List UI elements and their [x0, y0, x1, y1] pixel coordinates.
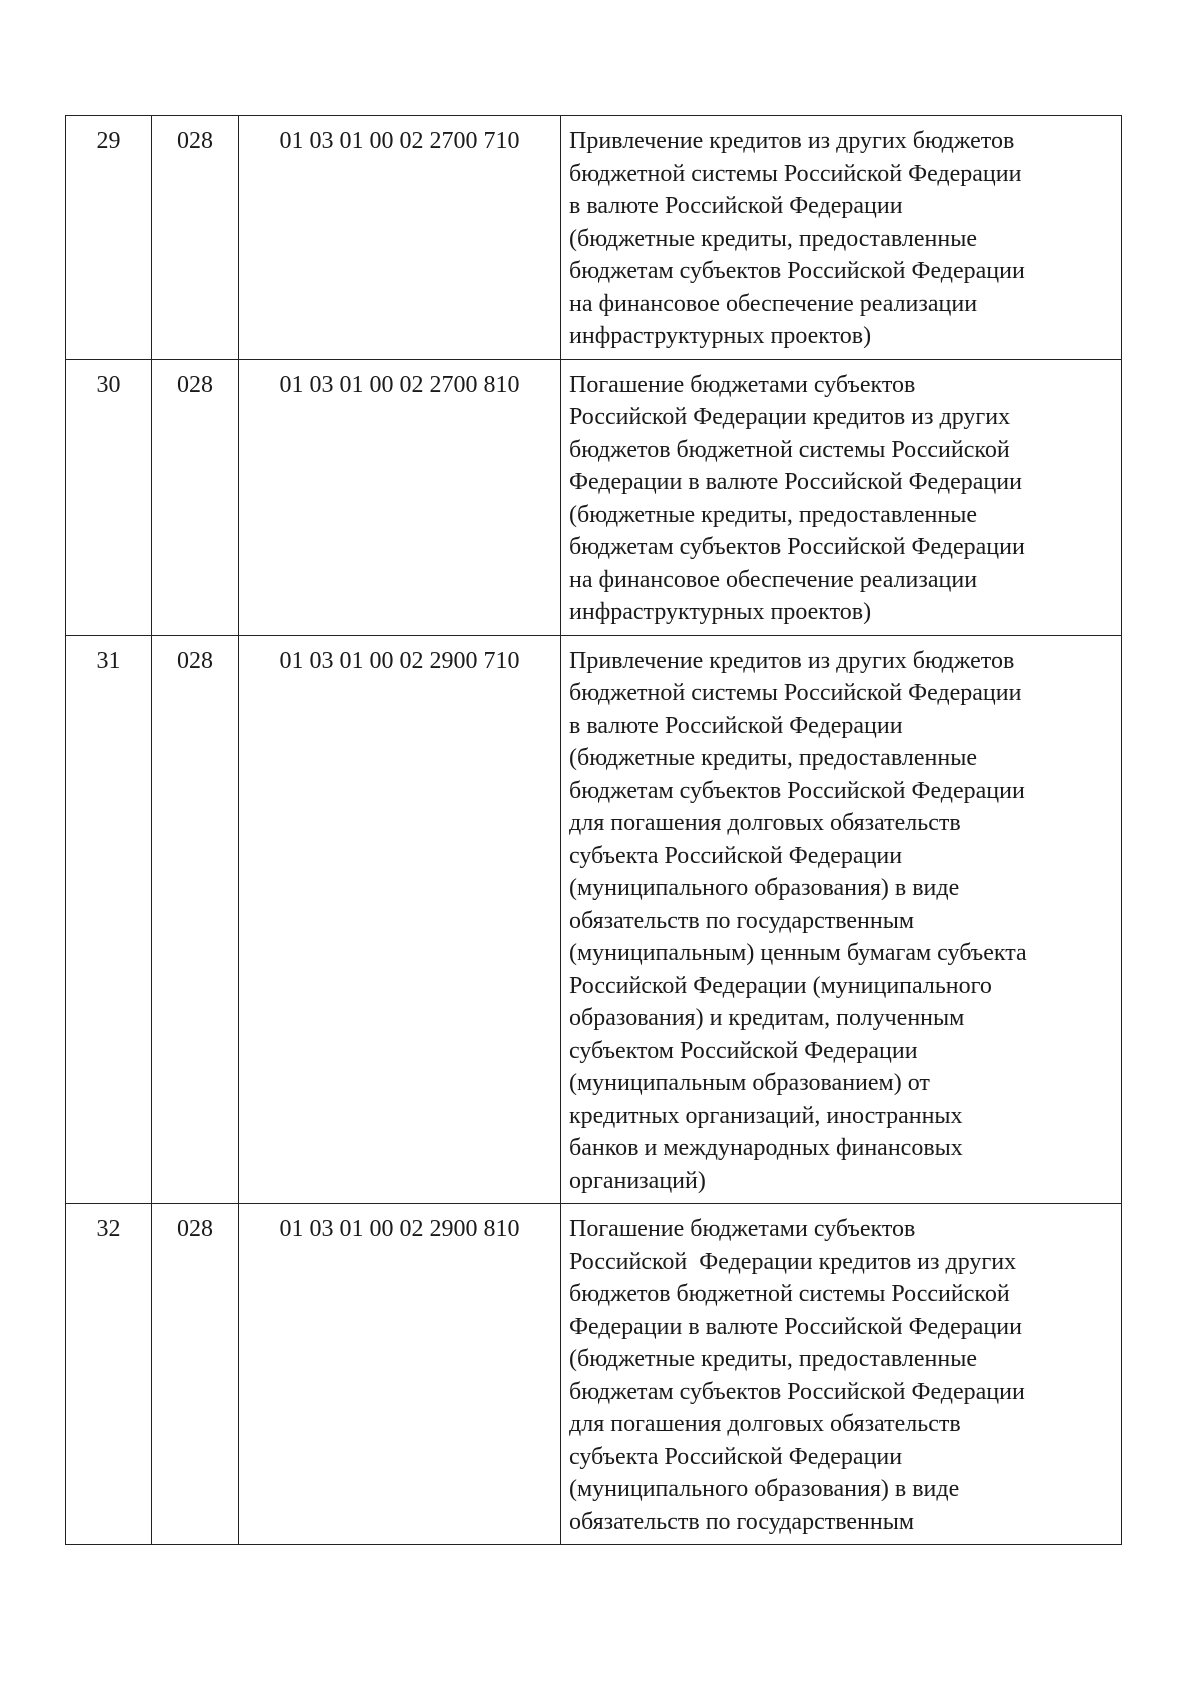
admin-code: 028	[152, 359, 239, 635]
description-line: образования) и кредитам, полученным	[569, 1005, 965, 1031]
description-line: (бюджетные кредиты, предоставленные	[569, 501, 977, 528]
description-line: инфраструктурных проектов)	[569, 323, 872, 349]
classification-code: 01 03 01 00 02 2700 710	[239, 116, 561, 360]
description-line: бюджетной системы Российской Федерации	[569, 680, 1022, 706]
description	[561, 359, 1122, 635]
description-line: организаций)	[569, 1167, 706, 1194]
admin-code: 028	[152, 635, 239, 1204]
description-line: (бюджетные кредиты, предоставленные	[569, 225, 977, 252]
description-line: (муниципальным) ценным бумагам субъекта	[569, 940, 1027, 966]
description-line: Российской Федерации кредитов из других	[569, 1248, 1017, 1275]
description-line: инфраструктурных проектов)	[569, 599, 872, 625]
description-line: Привлечение кредитов из других бюджетов	[569, 647, 1015, 674]
classification-code: 01 03 01 00 02 2900 710	[239, 635, 561, 1204]
description-line: Федерации в валюте Российской Федерации	[569, 1313, 1022, 1340]
description-line: субъектом Российской Федерации	[569, 1037, 918, 1064]
description-line: Российской Федерации (муниципального	[569, 972, 992, 999]
table-row	[66, 116, 1122, 360]
classification-code: 01 03 01 00 02 2700 810	[239, 359, 561, 635]
row-number: 29	[66, 116, 152, 360]
table-row	[66, 1204, 1122, 1545]
description	[561, 1204, 1122, 1545]
description-line: (муниципальным образованием) от	[569, 1070, 930, 1096]
description-line: (муниципального образования) в виде	[569, 875, 960, 901]
description-line: в валюте Российской Федерации	[569, 712, 903, 739]
description-line: Федерации в валюте Российской Федерации	[569, 469, 1022, 495]
description-line: субъекта Российской Федерации	[569, 842, 903, 869]
description-line: для погашения долговых обязательств	[569, 1411, 961, 1437]
description-line: кредитных организаций, иностранных	[569, 1102, 963, 1129]
description-line: бюджетам субъектов Российской Федерации	[569, 258, 1025, 284]
description-line: Погашение бюджетами субъектов	[569, 1216, 916, 1242]
description	[561, 635, 1122, 1204]
description-line: субъекта Российской Федерации	[569, 1443, 903, 1470]
description-line: Российской Федерации кредитов из других	[569, 404, 1011, 430]
description-line: бюджетам субъектов Российской Федерации	[569, 777, 1025, 804]
description-line: (муниципального образования) в виде	[569, 1476, 960, 1502]
description-line: (бюджетные кредиты, предоставленные	[569, 1346, 977, 1372]
description-line: бюджетной системы Российской Федерации	[569, 160, 1022, 187]
budget-codes-table	[65, 115, 1122, 1545]
description-line: Привлечение кредитов из других бюджетов	[569, 128, 1015, 154]
description-line: на финансовое обеспечение реализации	[569, 290, 978, 317]
description-line: (бюджетные кредиты, предоставленные	[569, 745, 977, 771]
description-line: на финансовое обеспечение реализации	[569, 566, 978, 593]
description-line: бюджетам субъектов Российской Федерации	[569, 534, 1025, 560]
description-line: обязательств по государственным	[569, 907, 915, 934]
classification-code: 01 03 01 00 02 2900 810	[239, 1204, 561, 1545]
table-row	[66, 359, 1122, 635]
admin-code: 028	[152, 1204, 239, 1545]
row-number: 31	[66, 635, 152, 1204]
table-row	[66, 635, 1122, 1204]
description-line: Погашение бюджетами субъектов	[569, 371, 916, 398]
description-line: бюджетов бюджетной системы Российской	[569, 1281, 1010, 1307]
description-line: в валюте Российской Федерации	[569, 193, 903, 219]
description-line: банков и международных финансовых	[569, 1135, 963, 1161]
description-line: бюджетов бюджетной системы Российской	[569, 436, 1010, 463]
description-line: бюджетам субъектов Российской Федерации	[569, 1378, 1025, 1405]
description-line: для погашения долговых обязательств	[569, 810, 961, 836]
row-number: 32	[66, 1204, 152, 1545]
description-line: обязательств по государственным	[569, 1508, 915, 1535]
row-number: 30	[66, 359, 152, 635]
admin-code: 028	[152, 116, 239, 360]
description	[561, 116, 1122, 360]
